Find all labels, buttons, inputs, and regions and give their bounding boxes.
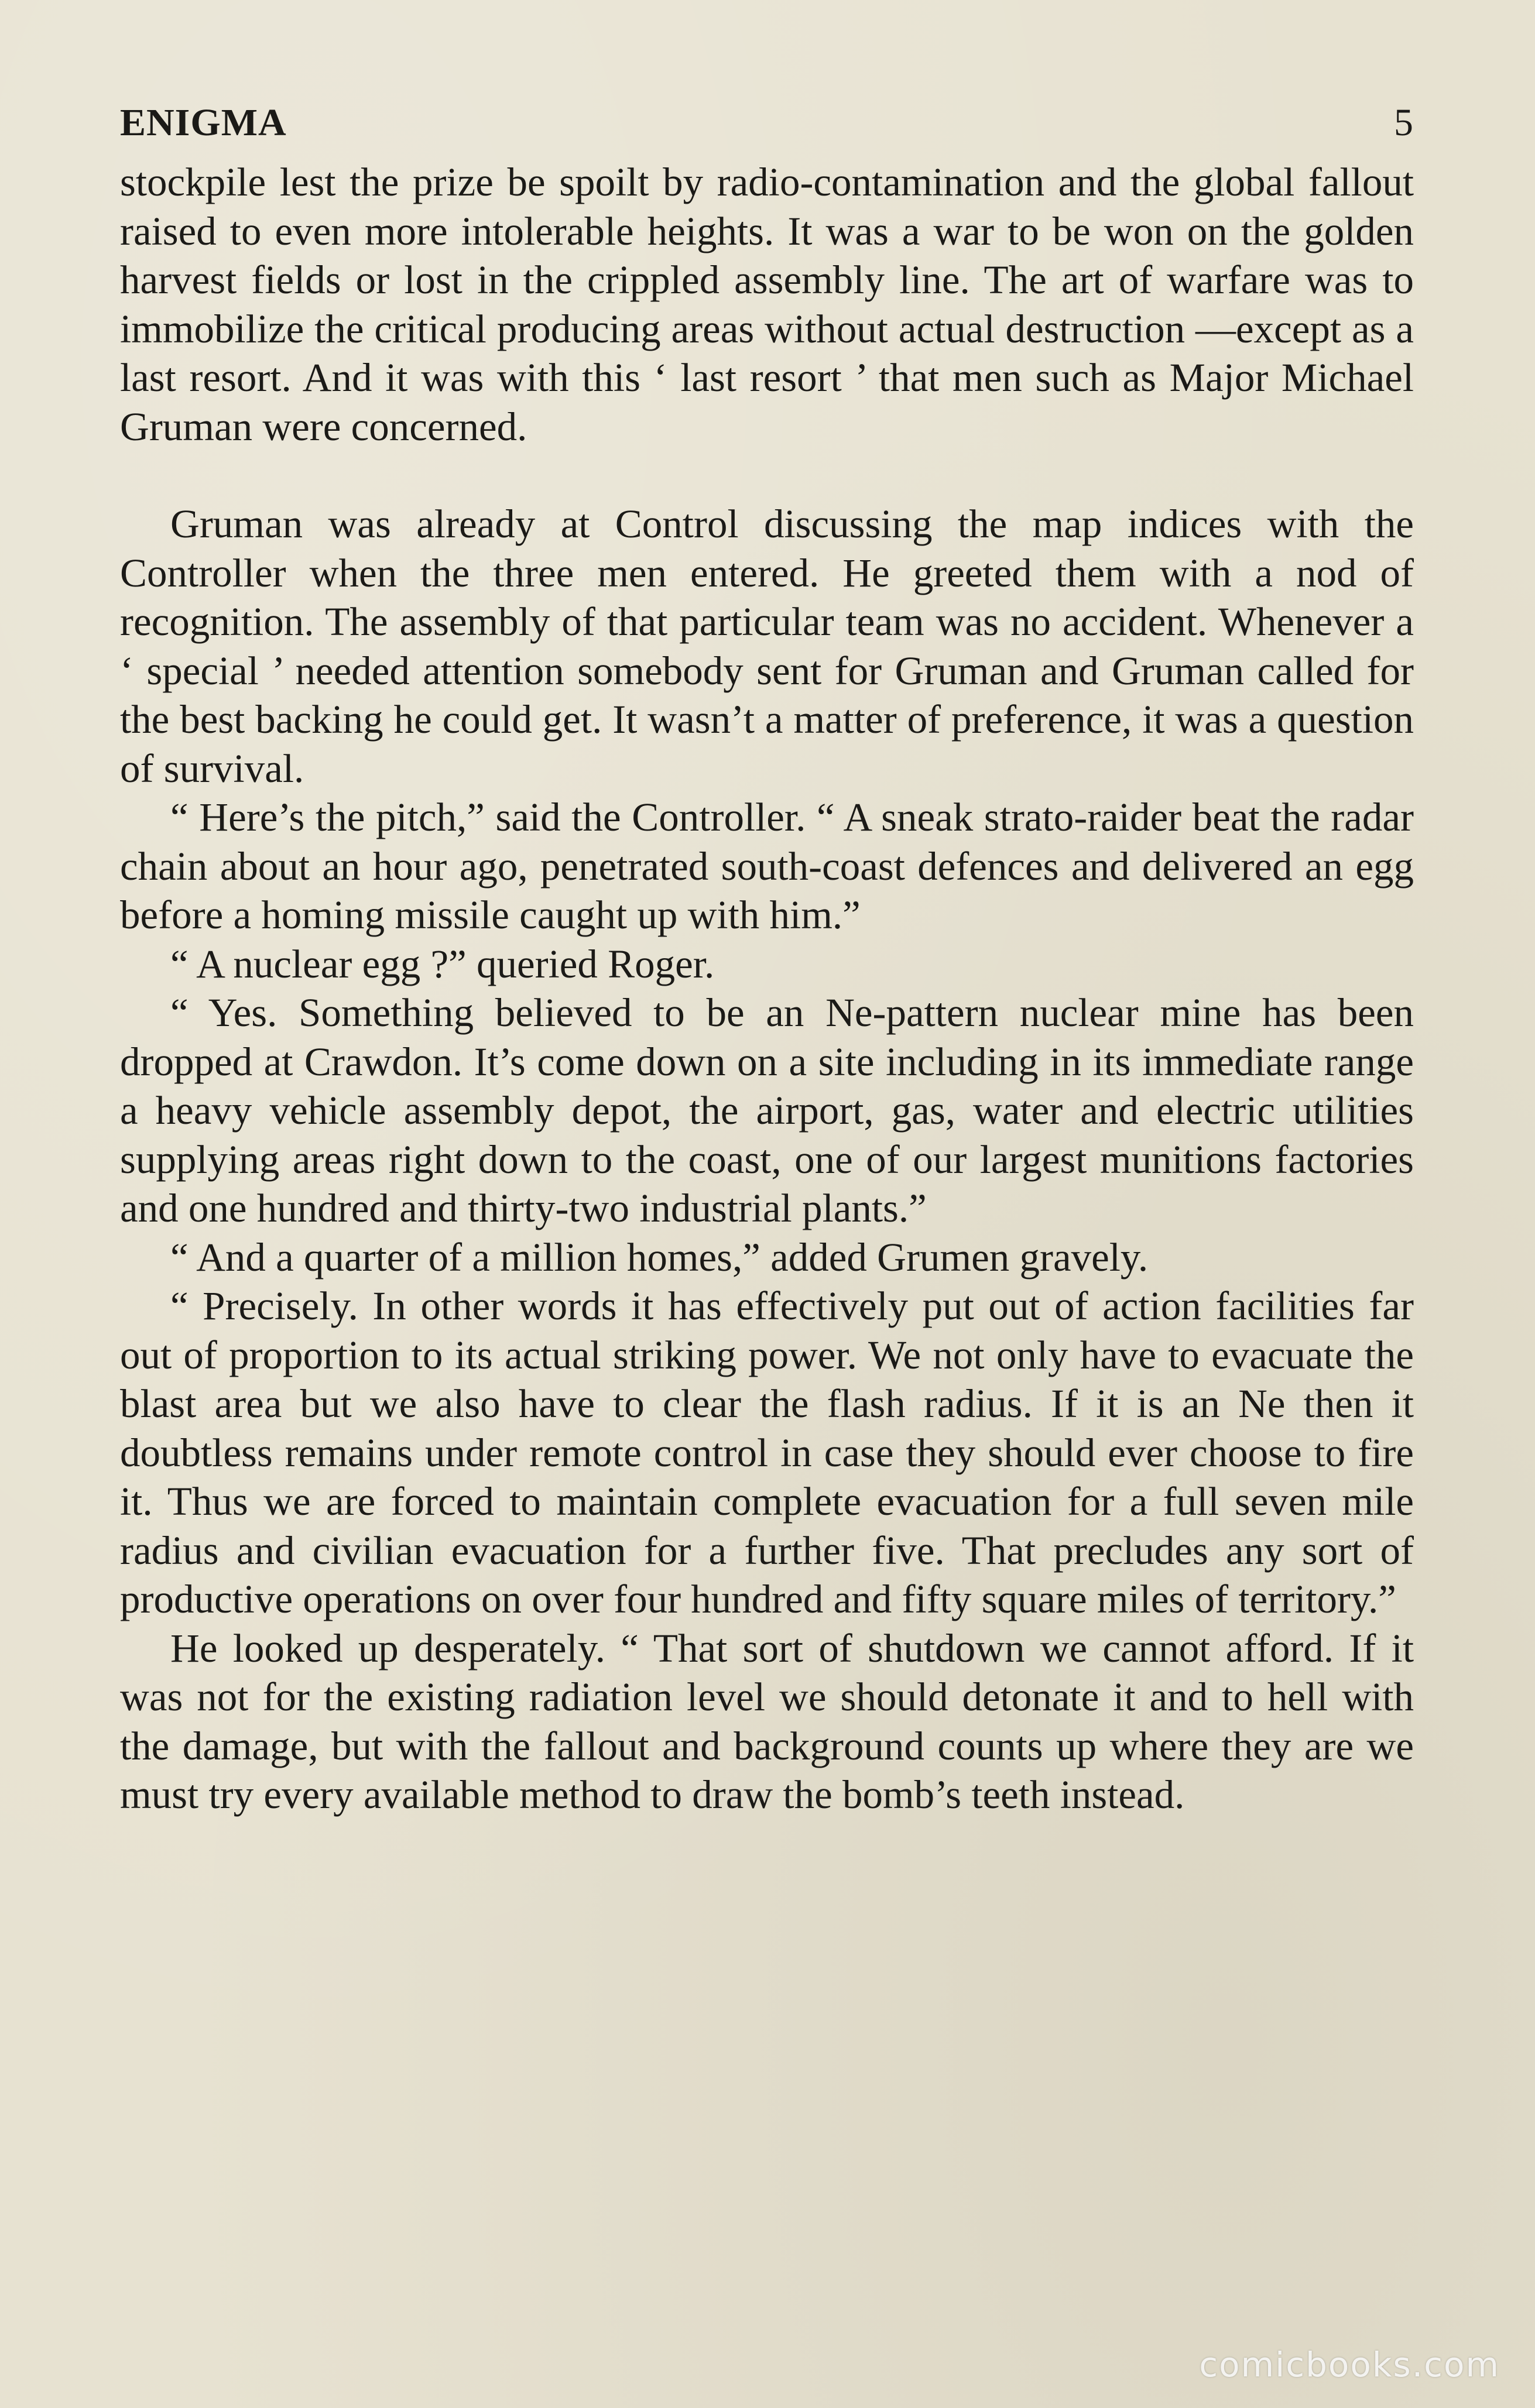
running-title: ENIGMA <box>120 101 287 144</box>
book-page <box>120 94 1414 2306</box>
paragraph: “ Here’s the pitch,” said the Controller. “ A sneak strato-raider beat the radar chain about an hour ago, penetrated south-coast defences and delivered an egg before a homing missile caught up with him.” <box>120 795 1414 937</box>
paragraph-continued: stockpile lest the prize be spoilt by radio-contamination and the global fallout raised to even more intolerable heights. It was a war to be won on the golden harvest fields or lost in the crippled assembly line. The art of warfare was to immobilize the critical producing areas without actual destruction —except as a last resort. And it was with this ‘ last resort ’ that men such as Major Michael Gruman were concerned. <box>120 160 1414 449</box>
running-head <box>120 94 1414 152</box>
watermark: comicbooks.com <box>1199 2345 1500 2385</box>
paragraph: “ Precisely. In other words it has effectively put out of action facilities far out of proportion to its actual striking power. We not only have to evacuate the blast area but we also have to clear the flash radius. If it is an Ne then it doubtless remains under remote control in case they should ever choose to fire it. Thus we are forced to maintain complete evacuation for a full seven mile radius and civilian evacuation for a further five. That precludes any sort of productive operations on over four hundred and fifty square miles of territory.” <box>120 1284 1414 1621</box>
paragraph: “ A nuclear egg ?” queried Roger. <box>170 941 715 986</box>
paragraph: “ And a quarter of a million homes,” added Grumen gravely. <box>170 1234 1149 1280</box>
paragraph: He looked up desperately. “ That sort of shutdown we cannot afford. If it was not for the existing radiation level we should detonate it and to hell with the damage, but with the fallout and background counts up where they are we must try every available method to draw the bomb’s teeth instead. <box>120 1625 1414 1817</box>
page-number: 5 <box>1394 101 1414 144</box>
paragraph: “ Yes. Something believed to be an Ne-pattern nuclear mine has been dropped at Crawdon. It’s come down on a site including in its immediate range a heavy vehicle assembly depot, the airport, gas, water and electric utilities supplying areas right down to the coast, one of our largest munitions factories and one hundred and thirty-two industrial plants.” <box>120 990 1414 1230</box>
body-text <box>120 158 1414 1820</box>
paragraph: Gruman was already at Control discussing the map indices with the Controller when the three men entered. He greeted them with a nod of recognition. The assembly of that particular team was no accident. Whenever a ‘ special ’ needed attention somebody sent for Gruman and Gruman called for the best backing he could get. It wasn’t a matter of preference, it was a question of survival. <box>120 502 1414 791</box>
